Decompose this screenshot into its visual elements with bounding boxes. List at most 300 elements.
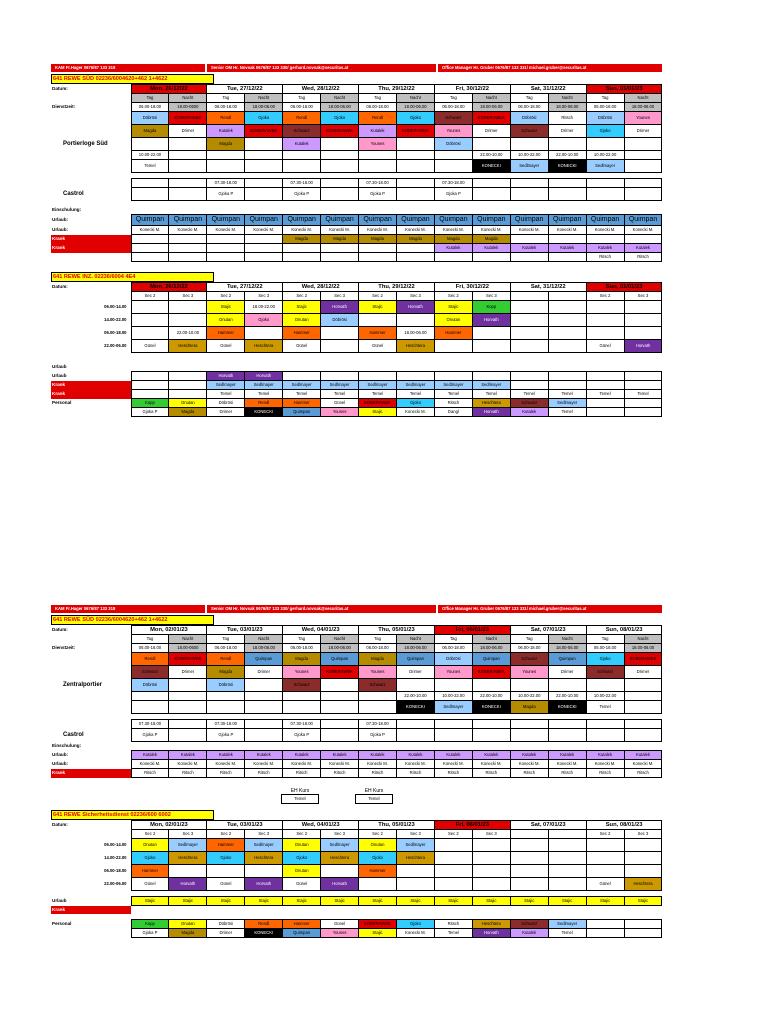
shift-cell: Hammer — [131, 865, 169, 878]
shift-cell: Temel — [510, 390, 548, 399]
table-row — [51, 399, 662, 408]
empty-cell — [624, 720, 662, 729]
empty-cell — [510, 381, 548, 390]
block-title: 641 REWE SÜD 02236/6004620+462 1+4622 — [51, 615, 214, 625]
shift-cell: Konecki M. — [245, 760, 283, 769]
eh-kurs-label: EH Kurs — [290, 788, 310, 794]
empty-cell — [434, 253, 472, 262]
empty-cell — [131, 742, 169, 751]
table-row — [51, 878, 662, 891]
empty-cell — [548, 679, 586, 692]
shift-cell: Ritsch — [131, 769, 169, 778]
row-label — [51, 125, 131, 138]
date-header: Fri, 06/01/23 — [434, 821, 510, 830]
table-row — [51, 390, 662, 399]
empty-cell — [510, 878, 548, 891]
shift-cell: Tag — [510, 635, 548, 644]
empty-cell — [510, 138, 548, 151]
empty-cell — [624, 179, 662, 188]
table-row — [51, 626, 662, 635]
empty-cell — [245, 253, 283, 262]
empty-cell — [169, 906, 207, 915]
empty-cell — [207, 363, 245, 372]
table-row — [51, 94, 662, 103]
shift-cell: 18.00-0600 — [169, 644, 207, 653]
table-row — [51, 381, 662, 390]
shift-cell: 07.30-18.00 — [131, 720, 169, 729]
row-label: Urlaub: — [52, 227, 69, 232]
row-label: Urlaub — [52, 373, 67, 378]
shift-cell: Drimer — [169, 125, 207, 138]
empty-cell — [548, 729, 586, 742]
empty-cell — [586, 720, 624, 729]
eh-kurs-item — [355, 788, 393, 804]
empty-cell — [131, 701, 169, 714]
empty-cell — [624, 701, 662, 714]
shift-cell: Schwarz — [510, 920, 548, 929]
shift-cell: Sec 3 — [472, 292, 510, 301]
shift-cell: Stajic — [169, 897, 207, 906]
contact-info: Office Manager Hr. Gruber 0676/87 133 331/ michael.gruber@securitas.at — [438, 64, 662, 72]
row-label: Krank — [51, 769, 131, 778]
eh-kurs-section — [281, 788, 662, 804]
shift-cell: 06.00-18.00 — [586, 644, 624, 653]
shift-cell: Younes — [283, 666, 321, 679]
shift-cell: Sedlmayer — [397, 381, 435, 390]
empty-cell — [131, 244, 169, 253]
shift-cell: 07.30-18.00 — [283, 720, 321, 729]
shift-cell: Ritsch — [207, 769, 245, 778]
shift-cell: Nacht — [321, 94, 359, 103]
shift-cell: Onutan — [169, 920, 207, 929]
row-label: Urlaub — [52, 364, 67, 370]
shift-cell: 06.00-18.00 — [510, 103, 548, 112]
empty-cell — [434, 720, 472, 729]
shift-cell: Hammer — [283, 327, 321, 340]
shift-cell: Younes — [359, 666, 397, 679]
shift-cell: Gjoka P — [434, 188, 472, 201]
empty-cell — [624, 408, 662, 417]
shift-cell: 18.00-06.00 — [548, 644, 586, 653]
row-label: 14.00-22.00 — [104, 855, 127, 860]
table-row — [51, 340, 662, 353]
empty-cell — [510, 179, 548, 188]
empty-cell — [169, 244, 207, 253]
schedule-block — [51, 615, 662, 778]
shift-cell: Quimpan — [321, 653, 359, 666]
empty-cell — [283, 151, 321, 160]
empty-cell — [397, 206, 435, 215]
empty-cell — [207, 151, 245, 160]
shift-cell: Magda — [472, 235, 510, 244]
empty-cell — [245, 906, 283, 915]
empty-cell — [624, 151, 662, 160]
shift-cell: Stajic — [359, 301, 397, 314]
empty-cell — [245, 188, 283, 201]
empty-cell — [586, 929, 624, 938]
empty-cell — [321, 906, 359, 915]
date-header: Wed, 28/12/22 — [283, 85, 359, 94]
shift-cell: 18.00-06.00 — [624, 644, 662, 653]
date-header: Mon, 26/12/22 — [131, 283, 207, 292]
shift-cell: Drimer — [245, 666, 283, 679]
empty-cell — [510, 340, 548, 353]
shift-cell: Tag — [131, 94, 169, 103]
shift-cell: Kutalek — [131, 751, 169, 760]
shift-cell: Stajic — [434, 301, 472, 314]
empty-cell — [245, 151, 283, 160]
shift-cell: Sec 3 — [624, 830, 662, 839]
shift-cell: Gjoka P — [359, 729, 397, 742]
shift-cell: Heschtera — [245, 340, 283, 353]
shift-cell: Sedlmayer — [510, 160, 548, 173]
empty-cell — [624, 314, 662, 327]
empty-cell — [586, 381, 624, 390]
shift-cell: Schwarz — [510, 125, 548, 138]
shift-cell: Sec 2 — [207, 830, 245, 839]
row-label — [51, 292, 131, 301]
shift-cell: Konecki M. — [434, 226, 472, 235]
empty-cell — [207, 235, 245, 244]
date-header: Wed, 04/01/23 — [283, 821, 359, 830]
shift-cell: Sedlmayer — [548, 399, 586, 408]
empty-cell — [624, 729, 662, 742]
date-header: Thu, 29/12/22 — [359, 283, 435, 292]
shift-cell: Temel — [207, 390, 245, 399]
table-row — [51, 215, 662, 226]
shift-cell: Gjoka P — [131, 408, 169, 417]
shift-cell: Drimer — [169, 666, 207, 679]
shift-cell: Rendl — [359, 112, 397, 125]
empty-cell — [510, 292, 548, 301]
date-header: Tue, 27/12/22 — [207, 283, 283, 292]
empty-cell — [624, 327, 662, 340]
shift-cell: Kutalek — [397, 751, 435, 760]
shift-cell: Temel — [397, 390, 435, 399]
empty-cell — [169, 363, 207, 372]
shift-cell: Döbrösi — [586, 112, 624, 125]
shift-cell: Döbrösi — [510, 112, 548, 125]
shift-cell: Konecki M. — [397, 226, 435, 235]
shift-cell: Konecki M. — [169, 226, 207, 235]
shift-cell: Temel — [586, 701, 624, 714]
shift-cell: Temel — [548, 408, 586, 417]
shift-cell: Günel — [283, 878, 321, 891]
empty-cell — [131, 314, 169, 327]
empty-cell — [472, 906, 510, 915]
shift-cell: Sec 3 — [169, 292, 207, 301]
empty-cell — [624, 742, 662, 751]
shift-cell: Quimpan — [283, 929, 321, 938]
empty-cell — [321, 327, 359, 340]
shift-cell: Sedlmayer — [586, 160, 624, 173]
empty-cell — [169, 381, 207, 390]
shift-cell: Temel — [434, 390, 472, 399]
shift-cell: Sec 2 — [131, 830, 169, 839]
table-row — [51, 125, 662, 138]
empty-cell — [472, 720, 510, 729]
shift-cell: Kopp — [131, 920, 169, 929]
empty-cell — [245, 701, 283, 714]
contact-info: Senior OM Hr. Novsak 0676/87 133 330/ gerhard.novsak@securitas.at — [207, 64, 436, 72]
shift-cell: Heschtera — [169, 340, 207, 353]
empty-cell — [434, 363, 472, 372]
empty-cell — [624, 301, 662, 314]
empty-cell — [434, 852, 472, 865]
empty-cell — [586, 742, 624, 751]
shift-cell: Horvath — [169, 878, 207, 891]
empty-cell — [472, 679, 510, 692]
empty-cell — [548, 206, 586, 215]
shift-cell: 18.00-06.00 — [245, 644, 283, 653]
row-label: Zentralportier — [63, 682, 103, 688]
empty-cell — [472, 363, 510, 372]
shift-cell: Temel — [283, 390, 321, 399]
table-row — [51, 701, 662, 714]
row-label — [51, 653, 131, 666]
table-row — [51, 635, 662, 644]
shift-cell: Heschtera — [397, 340, 435, 353]
shift-cell: Gjoko — [245, 112, 283, 125]
shift-cell: Nacht — [548, 635, 586, 644]
shift-cell: KOBERAWEK — [169, 112, 207, 125]
table-row — [51, 226, 662, 235]
empty-cell — [359, 372, 397, 381]
table-row — [51, 653, 662, 666]
shift-cell: Younes — [510, 666, 548, 679]
shift-cell: 06.00-18.00 — [359, 644, 397, 653]
shift-cell: KOBERAWEK — [359, 920, 397, 929]
shift-cell: Magda — [169, 929, 207, 938]
table-row — [51, 138, 662, 151]
date-header: Fri, 30/12/22 — [434, 283, 510, 292]
empty-cell — [548, 138, 586, 151]
shift-cell: Gjoka P — [131, 729, 169, 742]
empty-cell — [510, 372, 548, 381]
empty-cell — [472, 865, 510, 878]
shift-cell: Kutalek — [586, 751, 624, 760]
shift-cell: Temel — [472, 390, 510, 399]
table-row — [51, 742, 662, 751]
empty-cell — [359, 314, 397, 327]
shift-cell: Kopp — [131, 399, 169, 408]
shift-cell: Quimpan — [131, 215, 169, 226]
shift-cell: Stajic — [510, 897, 548, 906]
block-title: 641 REWE INZ. 02236/6004 4E4 — [51, 272, 214, 282]
shift-cell: Konecki M. — [548, 760, 586, 769]
shift-cell: KOBERAWEK — [169, 653, 207, 666]
shift-cell: Tag — [434, 94, 472, 103]
empty-cell — [245, 865, 283, 878]
shift-cell: Konecki M. — [472, 226, 510, 235]
empty-cell — [397, 679, 435, 692]
empty-cell — [245, 692, 283, 701]
table-row — [51, 372, 662, 381]
table-row — [51, 666, 662, 679]
shift-cell: Magda — [131, 125, 169, 138]
empty-cell — [207, 701, 245, 714]
shift-cell: KOBERAWEK — [624, 653, 662, 666]
shift-cell: 10.00-22.00 — [131, 151, 169, 160]
contact-header — [51, 605, 662, 613]
date-header: Sun, 01/01/23 — [586, 85, 662, 94]
table-row — [51, 206, 662, 215]
eh-kurs-name: Temel — [281, 794, 319, 804]
row-label: 14.00-22.00 — [104, 317, 127, 322]
empty-cell — [169, 151, 207, 160]
empty-cell — [321, 679, 359, 692]
shift-cell: Quimpan — [586, 215, 624, 226]
empty-cell — [359, 160, 397, 173]
empty-cell — [624, 363, 662, 372]
shift-cell: 06.00-18.00 — [359, 103, 397, 112]
shift-cell: KOBERAWEK — [359, 399, 397, 408]
empty-cell — [359, 742, 397, 751]
empty-cell — [321, 160, 359, 173]
empty-cell — [169, 372, 207, 381]
empty-cell — [397, 253, 435, 262]
shift-cell: Quimpan — [624, 215, 662, 226]
shift-cell: Günel — [359, 340, 397, 353]
shift-cell: Nacht — [169, 635, 207, 644]
shift-cell: Gjoko — [207, 852, 245, 865]
empty-cell — [359, 253, 397, 262]
row-label — [51, 701, 131, 714]
shift-cell: Kutalek — [434, 244, 472, 253]
shift-cell: Kutalek — [359, 751, 397, 760]
empty-cell — [548, 327, 586, 340]
date-header: Fri, 30/12/22 — [434, 85, 510, 94]
shift-cell: 06.00-18.00 — [434, 103, 472, 112]
empty-cell — [548, 253, 586, 262]
shift-cell: Ritsch — [434, 769, 472, 778]
shift-cell: Stajic — [359, 408, 397, 417]
shift-cell: Temel — [321, 390, 359, 399]
table-row — [51, 906, 662, 915]
shift-cell: Rendl — [245, 399, 283, 408]
shift-cell: Schwarz — [434, 112, 472, 125]
schedule-sheet-1 — [51, 64, 662, 421]
shift-cell: Quimpan — [169, 215, 207, 226]
shift-cell: 07.30-18.00 — [359, 179, 397, 188]
shift-cell: Nacht — [472, 94, 510, 103]
shift-cell: Quimpan — [548, 653, 586, 666]
empty-cell — [510, 253, 548, 262]
shift-cell: Döbrösi — [131, 679, 169, 692]
empty-cell — [472, 839, 510, 852]
empty-cell — [131, 301, 169, 314]
empty-cell — [169, 865, 207, 878]
empty-cell — [548, 340, 586, 353]
empty-cell — [510, 679, 548, 692]
shift-cell: Gjoka P — [207, 188, 245, 201]
shift-cell: Nacht — [397, 635, 435, 644]
shift-cell: Younes — [624, 112, 662, 125]
shift-cell: Sec 2 — [586, 830, 624, 839]
shift-cell: Döbrösi — [207, 679, 245, 692]
empty-cell — [624, 372, 662, 381]
shift-cell: 06.00-18.00 — [283, 644, 321, 653]
shift-cell: Onutan — [283, 865, 321, 878]
empty-cell — [586, 179, 624, 188]
empty-cell — [321, 372, 359, 381]
empty-cell — [245, 179, 283, 188]
empty-cell — [207, 692, 245, 701]
date-header: Wed, 04/01/23 — [283, 626, 359, 635]
shift-cell: Magda — [207, 666, 245, 679]
shift-cell: Magda — [321, 235, 359, 244]
empty-cell — [624, 138, 662, 151]
shift-cell: Quimpan — [548, 215, 586, 226]
table-row — [51, 235, 662, 244]
empty-cell — [169, 701, 207, 714]
row-label — [51, 666, 131, 679]
row-label: Einschulung: — [52, 207, 82, 213]
shift-cell: Sec 3 — [321, 830, 359, 839]
shift-cell: Sedlmayer — [359, 381, 397, 390]
shift-cell: Temel — [548, 929, 586, 938]
shift-cell: Konecki M. — [510, 226, 548, 235]
empty-cell — [586, 301, 624, 314]
shift-cell: Gjoko — [131, 852, 169, 865]
shift-cell: Nacht — [624, 635, 662, 644]
shift-cell: Ritsch — [434, 399, 472, 408]
shift-cell: Kutalek — [548, 244, 586, 253]
empty-cell — [586, 679, 624, 692]
shift-cell: Ritsch — [283, 769, 321, 778]
shift-cell: Magda — [283, 235, 321, 244]
row-label: Portierloge Süd — [63, 141, 108, 147]
shift-cell: Horvath — [245, 878, 283, 891]
empty-cell — [624, 839, 662, 852]
empty-cell — [207, 742, 245, 751]
empty-cell — [131, 390, 169, 399]
empty-cell — [321, 340, 359, 353]
empty-cell — [586, 852, 624, 865]
shift-cell: Hammer — [207, 327, 245, 340]
shift-cell: Sec 3 — [397, 292, 435, 301]
empty-cell — [586, 314, 624, 327]
shift-cell: Sedlmayer — [321, 839, 359, 852]
date-header: Thu, 05/01/23 — [359, 626, 435, 635]
shift-cell: Konecki M. — [283, 226, 321, 235]
shift-cell: Ritsch — [359, 769, 397, 778]
shift-cell: Döbrösi — [321, 314, 359, 327]
empty-cell — [548, 188, 586, 201]
table-row — [51, 188, 662, 201]
shift-cell: Quimpan — [472, 215, 510, 226]
shift-cell: Kutalek — [283, 138, 321, 151]
shift-cell: KONECKI — [472, 160, 510, 173]
shift-cell: Ritsch — [586, 769, 624, 778]
shift-cell: Schwarz — [359, 679, 397, 692]
empty-cell — [624, 235, 662, 244]
shift-cell: Günel — [131, 340, 169, 353]
shift-cell: 06.00-18.00 — [283, 103, 321, 112]
table-row — [51, 244, 662, 253]
date-header: Sat, 31/12/22 — [510, 283, 586, 292]
shift-cell: Günel — [207, 878, 245, 891]
shift-cell: Rendl — [283, 112, 321, 125]
row-label — [51, 830, 131, 839]
eh-kurs-item — [281, 788, 319, 804]
empty-cell — [472, 327, 510, 340]
shift-cell: Kutalek — [510, 408, 548, 417]
shift-cell: Drimer — [472, 125, 510, 138]
row-label — [51, 151, 131, 160]
empty-cell — [548, 720, 586, 729]
shift-cell: Heschtera — [624, 878, 662, 891]
